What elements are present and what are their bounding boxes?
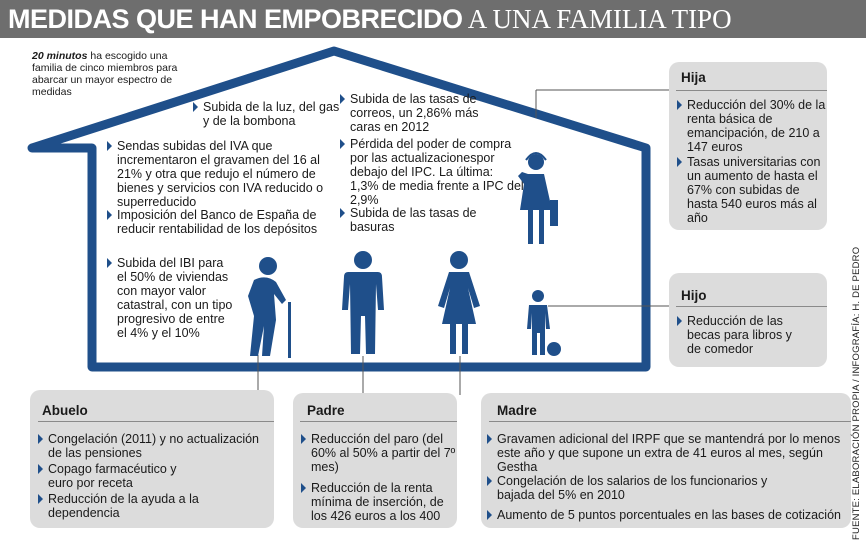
abuelo-item-dependencia: Reducción de la ayuda a la dependencia — [38, 492, 238, 520]
house-item-ibi: Subida del IBI para el 50% de viviendas con mayor valor catastral, con un tipo progresivo de entre el 4% y el 10% — [107, 256, 235, 340]
abuelo-item-copago: Copago farmacéutico y euro por receta — [38, 462, 188, 490]
house-item-ipc: Pérdida del poder de compra por las actualizacionespor debajo del IPC. La última: 1,3% de media frente a IPC del 2,9% — [340, 137, 525, 207]
title-light: A UNA FAMILIA TIPO — [462, 4, 732, 34]
hija-item-renta: Reducción del 30% de la renta básica de emancipación, de 210 a 147 euros — [677, 98, 827, 154]
hija-separator — [676, 90, 827, 91]
grandfather-icon — [240, 256, 300, 360]
hijo-label: Hijo — [681, 288, 707, 303]
padre-item-renta: Reducción de la renta mínima de inserción, de los 426 euros a los 400 — [301, 481, 461, 523]
father-icon — [338, 250, 388, 358]
house-item-correos: Subida de las tasas de correos, un 2,86% más caras en 2012 — [340, 92, 498, 134]
son-icon — [522, 289, 564, 359]
madre-item-irpf: Gravamen adicional del IRPF que se mantendrá por lo menos este año y que supone un extra de 41 euros al mes, según Gestha — [487, 432, 852, 474]
house-item-iva: Sendas subidas del IVA que incrementaron el gravamen del 16 al 21% y otra que redujo el número de bienes y servicios con IVA reducido o superreducido — [107, 139, 342, 209]
source-credit: FUENTE: ELABORACIÓN PROPIA / INFOGRAFÍA: H. DE PEDRO — [851, 246, 862, 540]
house-item-basuras: Subida de las tasas de basuras — [340, 206, 480, 234]
hijo-item-becas: Reducción de las becas para libros y de comedor — [677, 314, 807, 356]
padre-item-paro: Reducción del paro (del 60% al 50% a partir del 7º mes) — [301, 432, 459, 474]
title-bold: MEDIDAS QUE HAN EMPOBRECIDO — [8, 4, 463, 34]
madre-label: Madre — [497, 403, 537, 418]
abuelo-item-pensiones: Congelación (2011) y no actualización de las pensiones — [38, 432, 263, 460]
hijo-separator — [676, 306, 827, 307]
madre-item-funcionarios: Congelación de los salarios de los funcionarios y bajada del 5% en 2010 — [487, 474, 797, 502]
hija-item-tasas: Tasas universitarias con un aumento de hasta el 67% con subidas de hasta 540 euros más al año — [677, 155, 832, 225]
abuelo-label: Abuelo — [42, 403, 88, 418]
daughter-icon — [512, 148, 562, 248]
madre-item-cotizacion: Aumento de 5 puntos porcentuales en las bases de cotización — [487, 508, 852, 522]
padre-label: Padre — [307, 403, 345, 418]
abuelo-separator — [38, 421, 274, 422]
intro-text — [32, 50, 180, 98]
intro-source: 20 minutos — [32, 50, 88, 62]
intro-body: ha escogido una familia de cinco miembros para abarcar un mayor espectro de medidas — [32, 50, 178, 98]
house-item-banco: Imposición del Banco de España de reducir rentabilidad de los depósitos — [107, 208, 327, 236]
madre-separator — [489, 421, 851, 422]
hija-label: Hija — [681, 70, 706, 85]
padre-separator — [300, 421, 457, 422]
house-item-luz: Subida de la luz, del gas y de la bombona — [193, 100, 343, 128]
mother-icon — [432, 250, 486, 358]
